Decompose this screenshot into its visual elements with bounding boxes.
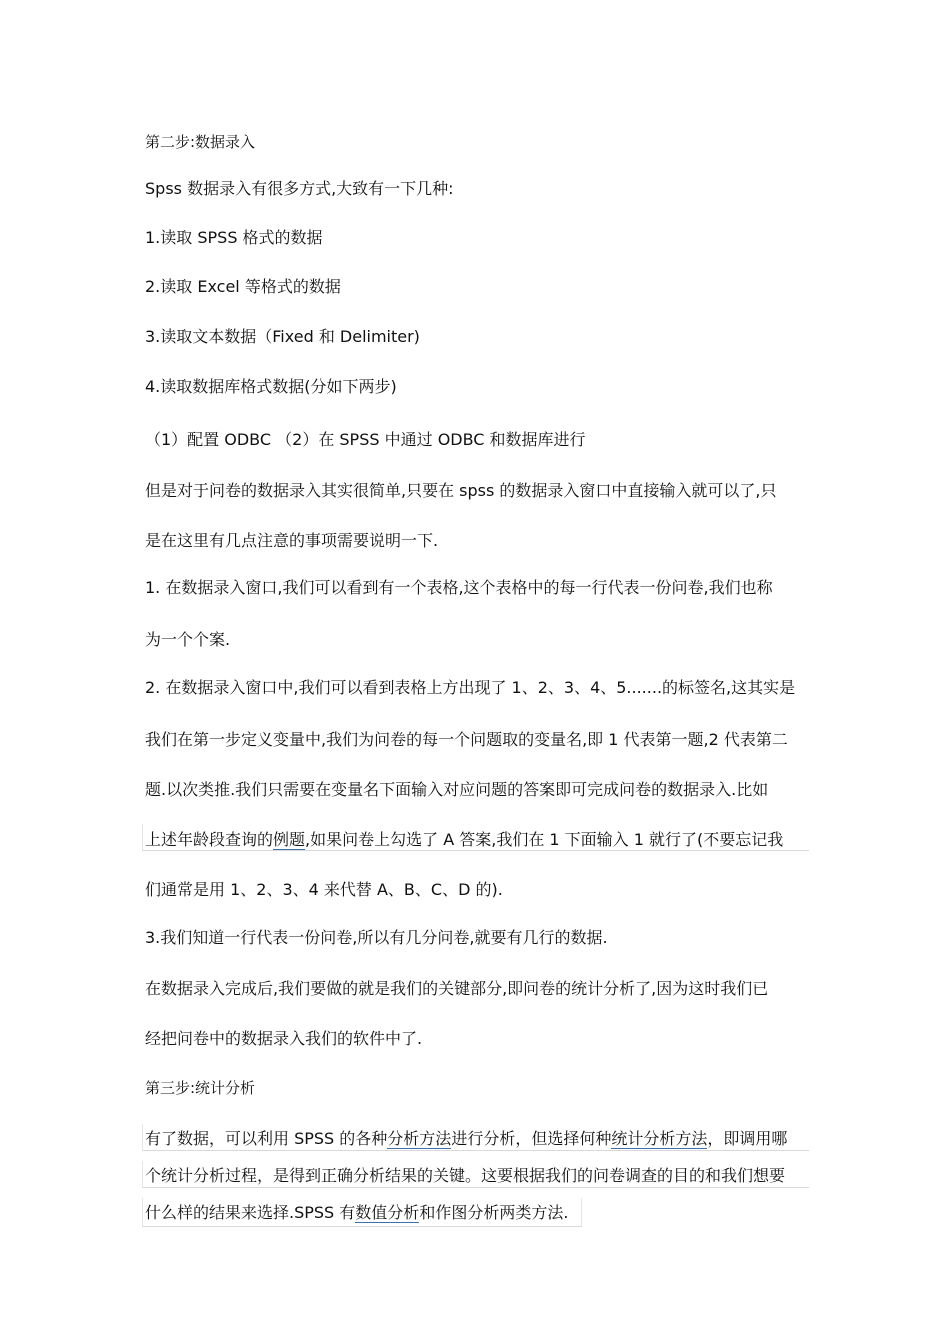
paragraph-text: ,如果问卷上勾选了 A 答案,我们在 1 下面输入 1 就行了(不要忘记我 [305, 830, 784, 849]
paragraph-line: 2. 在数据录入窗口中,我们可以看到表格上方出现了 1、2、3、4、5.......的标签名,这其实是 [145, 678, 796, 697]
paragraph-line: 题.以次类推.我们只需要在变量名下面输入对应问题的答案即可完成问卷的数据录入.比如 [145, 780, 769, 799]
analysis-method-link[interactable]: 分析方法 [387, 1129, 452, 1148]
paragraph-text: ，即调用哪 [707, 1129, 788, 1148]
paragraph-line: Spss 数据录入有很多方式,大致有一下几种: [145, 179, 454, 198]
statistical-method-link[interactable]: 统计分析方法 [611, 1129, 708, 1148]
paragraph-line: 在数据录入完成后,我们要做的就是我们的关键部分,即问卷的统计分析了,因为这时我们已 [145, 979, 769, 998]
list-item: 1.读取 SPSS 格式的数据 [145, 228, 323, 247]
paragraph-line [145, 829, 783, 851]
list-item: 3.读取文本数据（Fixed 和 Delimiter) [145, 327, 420, 346]
paragraph-text: 上述年龄段查询的 [145, 830, 274, 849]
paragraph-line: 是在这里有几点注意的事项需要说明一下. [145, 531, 439, 550]
paragraph-line [145, 1128, 787, 1150]
paragraph-text: 有了数据，可以利用 SPSS 的各种 [145, 1129, 388, 1148]
sub-list-item: （1）配置 ODBC （2）在 SPSS 中通过 ODBC 和数据库进行 [145, 430, 586, 449]
paragraph-text: 和作图分析两类方法. [419, 1203, 569, 1222]
list-item: 3.我们知道一行代表一份问卷,所以有几分问卷,就要有几行的数据. [145, 928, 608, 947]
paragraph-line: 1. 在数据录入窗口,我们可以看到有一个表格,这个表格中的每一行代表一份问卷,我们也称 [145, 578, 773, 597]
paragraph-line: 但是对于问卷的数据录入其实很简单,只要在 spss 的数据录入窗口中直接输入就可以了,只 [145, 481, 777, 500]
paragraph-line [145, 1202, 568, 1224]
paragraph-line: 我们在第一步定义变量中,我们为问卷的每一个问题取的变量名,即 1 代表第一题,2 代表第二 [145, 730, 788, 749]
paragraph-line: 个统计分析过程，是得到正确分析结果的关键。这要根据我们的问卷调查的目的和我们想要 [145, 1166, 786, 1185]
section-heading-step3: 第三步:统计分析 [145, 1079, 256, 1097]
list-item: 2.读取 Excel 等格式的数据 [145, 277, 341, 296]
paragraph-text: 进行分析，但选择何种 [451, 1129, 612, 1148]
paragraph-text: 什么样的结果来选择.SPSS 有 [145, 1203, 356, 1222]
section-heading-step2: 第二步:数据录入 [145, 133, 256, 151]
example-link[interactable]: 例题 [273, 830, 306, 849]
paragraph-line: 为一个个案. [145, 630, 231, 649]
list-item: 4.读取数据库格式数据(分如下两步) [145, 377, 397, 396]
numeric-analysis-link[interactable]: 数值分析 [355, 1203, 420, 1222]
paragraph-line: 们通常是用 1、2、3、4 来代替 A、B、C、D 的). [145, 880, 503, 899]
paragraph-line: 经把问卷中的数据录入我们的软件中了. [145, 1029, 423, 1048]
